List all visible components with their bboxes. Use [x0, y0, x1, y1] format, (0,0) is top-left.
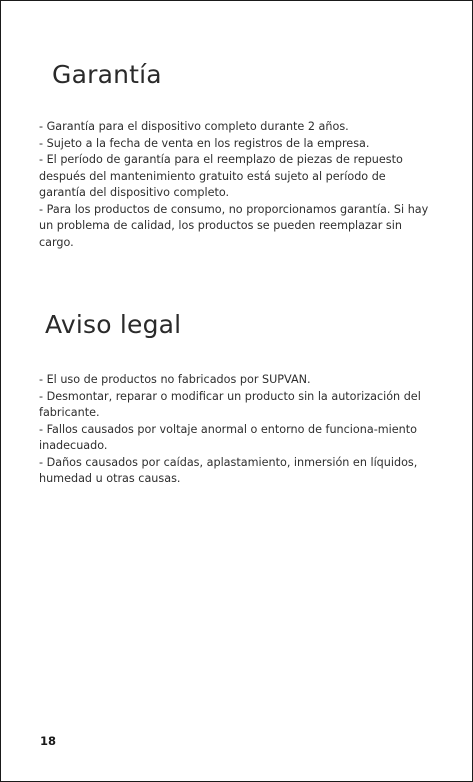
warranty-list	[39, 119, 431, 251]
warranty-item: - El período de garantía para el reemplazo de piezas de repuesto después del mantenimiento gratuito está sujeto al período de garantía del dispositivo completo.	[39, 153, 403, 199]
legal-notice-item: - Desmontar, reparar o modificar un producto sin la autorización del fabricante.	[39, 389, 421, 419]
warranty-heading: Garantía	[52, 60, 162, 89]
warranty-item: - Garantía para el dispositivo completo durante 2 años.	[39, 120, 349, 133]
page-number: 18	[40, 734, 57, 748]
legal-notice-item: - El uso de productos no fabricados por SUPVAN.	[39, 373, 311, 386]
legal-notice-list	[39, 372, 431, 488]
legal-notice-item: - Fallos causados por voltaje anormal o entorno de funciona-miento inadecuado.	[39, 422, 417, 452]
warranty-item: - Sujeto a la fecha de venta en los registros de la empresa.	[39, 136, 370, 150]
legal-notice-heading: Aviso legal	[45, 310, 182, 339]
warranty-item: - Para los productos de consumo, no proporcionamos garantía. Si hay un problema de calidad, los productos se pueden reemplazar sin cargo.	[39, 202, 429, 249]
legal-notice-item: - Daños causados por caídas, aplastamiento, inmersión en líquidos, humedad u otras causas.	[39, 455, 418, 485]
